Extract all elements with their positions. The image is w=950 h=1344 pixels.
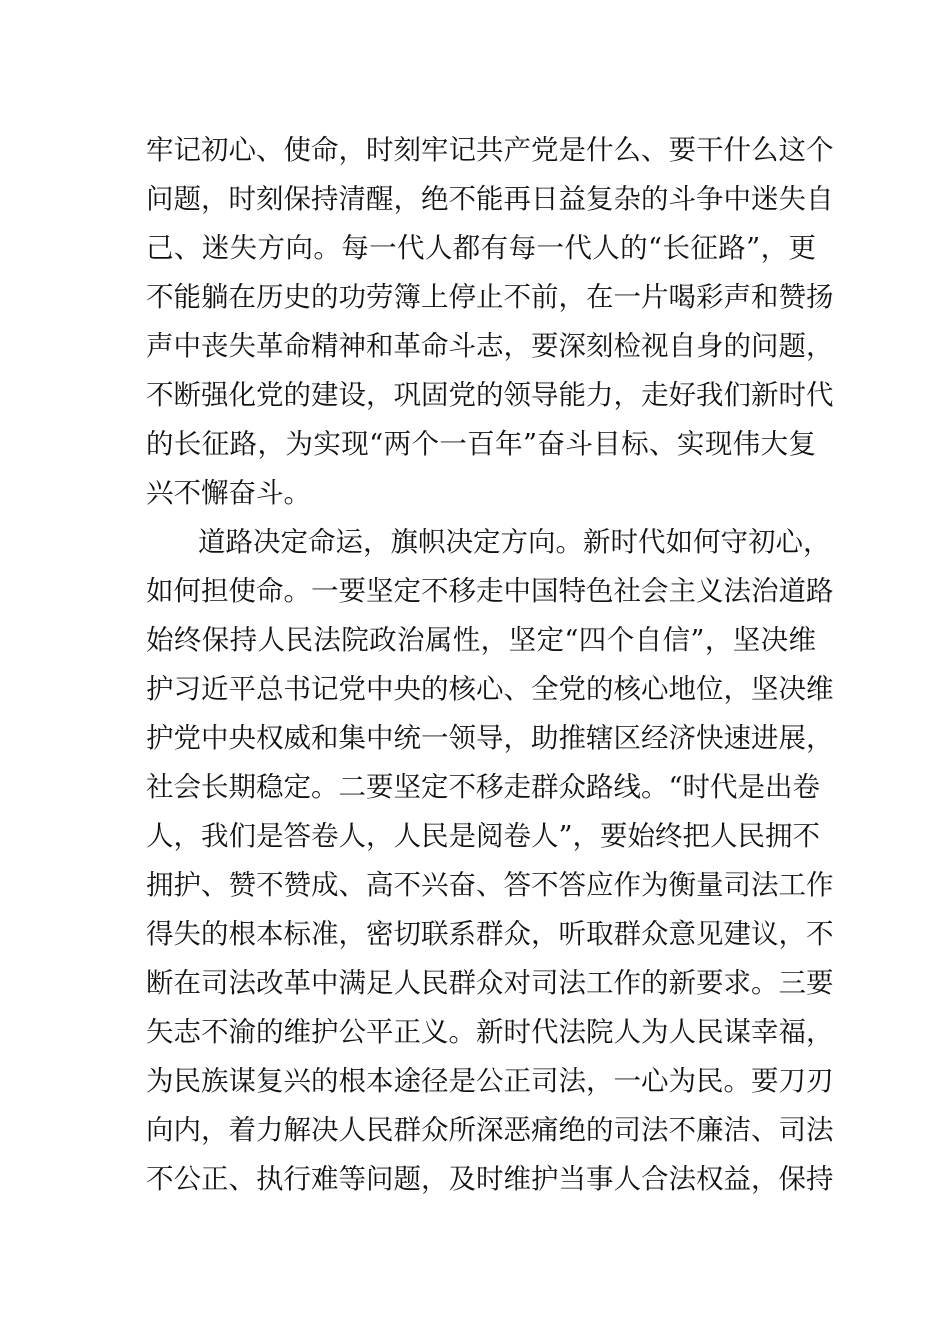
paragraph-1-line: 不断强化党的建设，巩固党的领导能力，走好我们新时代 bbox=[146, 379, 834, 411]
paragraph-2-line: 道路决定命运，旗帜决定方向。新时代如何守初心， bbox=[198, 526, 831, 558]
paragraph-2-line: 人，我们是答卷人，人民是阅卷人”，要始终把人民拥不 bbox=[146, 820, 821, 852]
paragraph-1-line: 兴不懈奋斗。 bbox=[146, 477, 311, 509]
paragraph-1 bbox=[146, 126, 834, 518]
paragraph-2-line: 为民族谋复兴的根本途径是公正司法，一心为民。要刀刃 bbox=[146, 1065, 834, 1097]
paragraph-2 bbox=[146, 518, 834, 1204]
paragraph-2-line: 护党中央权威和集中统一领导，助推辖区经济快速进展， bbox=[146, 722, 834, 754]
paragraph-2-line: 矢志不渝的维护公平正义。新时代法院人为人民谋幸福， bbox=[146, 1016, 834, 1048]
paragraph-1-line: 问题，时刻保持清醒，绝不能再日益复杂的斗争中迷失自 bbox=[146, 183, 834, 215]
paragraph-1-line: 己、迷失方向。每一代人都有每一代人的“长征路”，更 bbox=[146, 232, 816, 264]
paragraph-2-line: 拥护、赞不赞成、高不兴奋、答不答应作为衡量司法工作 bbox=[146, 869, 834, 901]
paragraph-2-line: 社会长期稳定。二要坚定不移走群众路线。“时代是出卷 bbox=[146, 771, 821, 803]
paragraph-1-line: 牢记初心、使命，时刻牢记共产党是什么、要干什么这个 bbox=[146, 134, 834, 166]
paragraph-2-line: 护习近平总书记党中央的核心、全党的核心地位，坚决维 bbox=[146, 673, 834, 705]
paragraph-2-line: 断在司法改革中满足人民群众对司法工作的新要求。三要 bbox=[146, 967, 834, 999]
paragraph-1-line: 的长征路，为实现“两个一百年”奋斗目标、实现伟大复 bbox=[146, 428, 816, 460]
paragraph-1-line: 声中丧失革命精神和革命斗志，要深刻检视自身的问题， bbox=[146, 330, 834, 362]
paragraph-2-line: 得失的根本标准，密切联系群众，听取群众意见建议，不 bbox=[146, 918, 834, 950]
document-body bbox=[146, 126, 834, 1204]
paragraph-2-line: 不公正、执行难等问题，及时维护当事人合法权益，保持 bbox=[146, 1163, 834, 1195]
paragraph-1-line: 不能躺在历史的功劳簿上停止不前，在一片喝彩声和赞扬 bbox=[146, 281, 834, 313]
paragraph-2-line: 向内，着力解决人民群众所深恶痛绝的司法不廉洁、司法 bbox=[146, 1114, 834, 1146]
paragraph-2-line: 如何担使命。一要坚定不移走中国特色社会主义法治道路 bbox=[146, 575, 834, 607]
paragraph-2-line: 始终保持人民法院政治属性，坚定“四个自信”，坚决维 bbox=[146, 624, 816, 656]
